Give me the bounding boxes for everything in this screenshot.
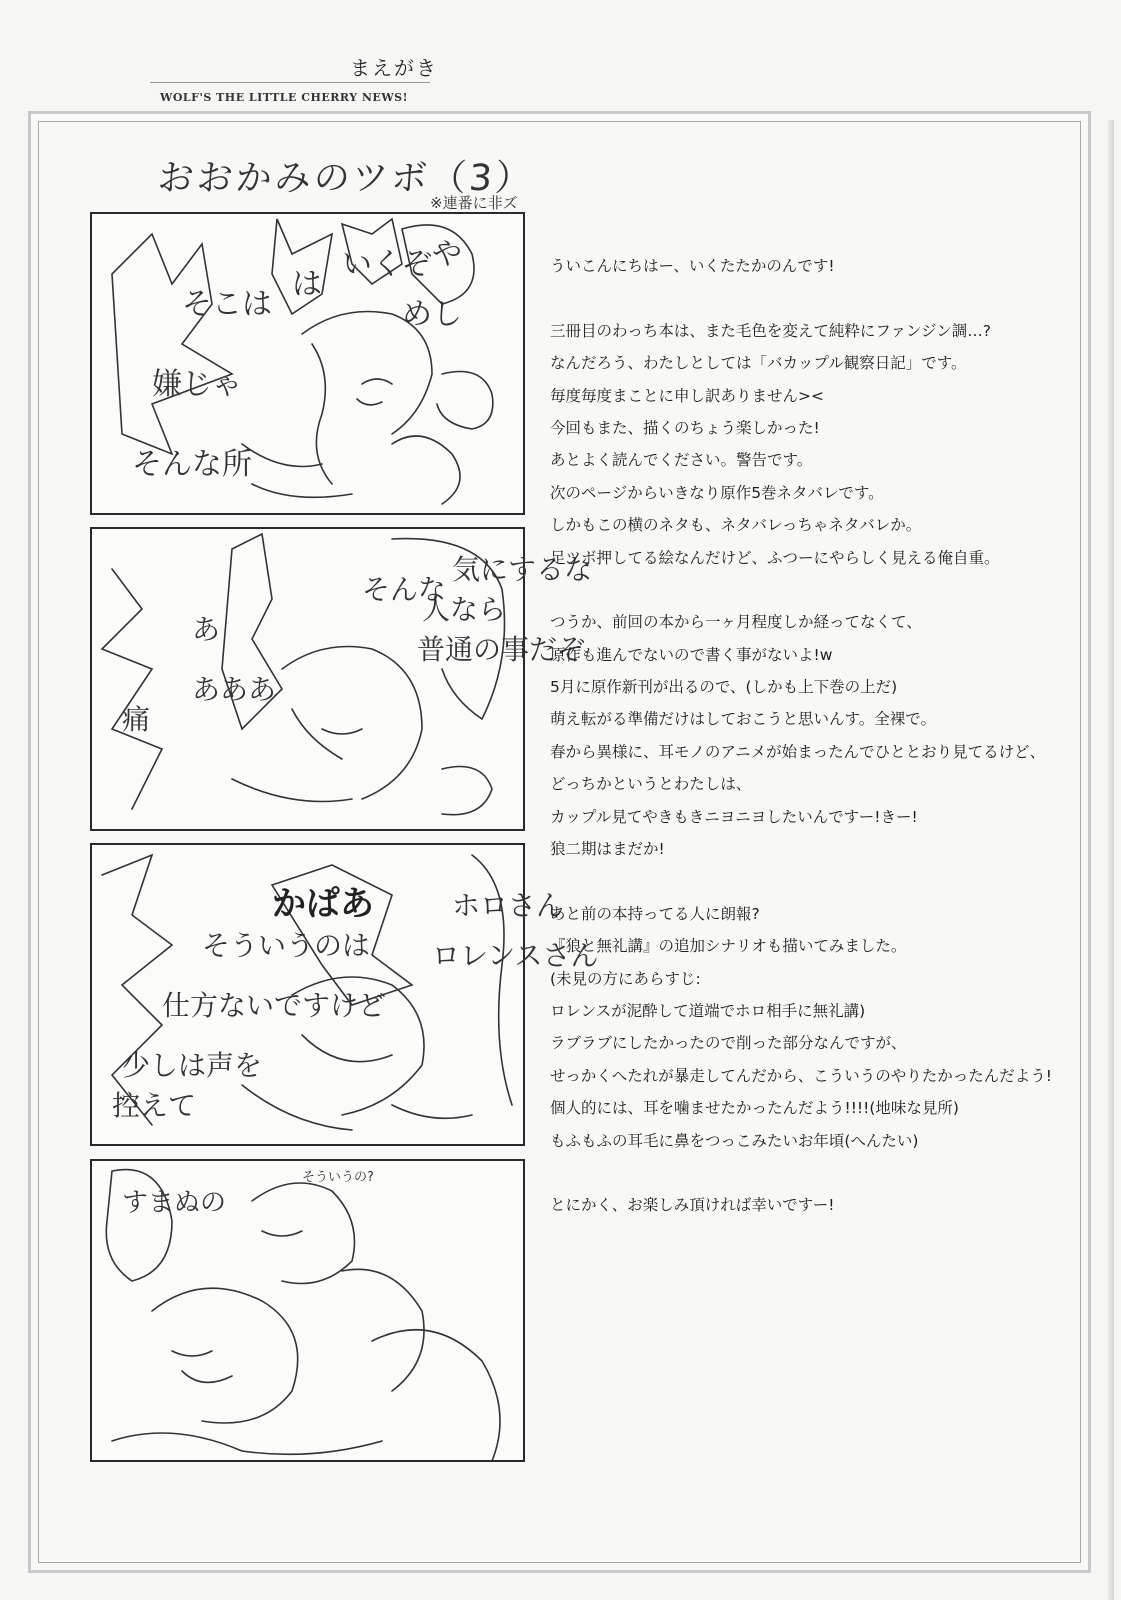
text-line: せっかくへたれが暴走してんだから、こういうのやりたかったんだよう! — [550, 1066, 1052, 1085]
comic-panel-2 — [90, 527, 593, 831]
right-page-fold — [1108, 120, 1114, 1600]
text-line: 毎度毎度まことに申し訳ありません>< — [550, 386, 824, 405]
svg-text:仕方ないですけど: 仕方ないですけど — [162, 989, 387, 1022]
svg-text:ロレンスさん: ロレンスさん — [432, 939, 599, 972]
svg-text:ホロさん: ホロさん — [452, 889, 565, 922]
svg-text:普通の事だぞ: 普通の事だぞ — [417, 633, 586, 666]
afterword-text — [550, 250, 1070, 1222]
comic-panel-1 — [90, 212, 525, 515]
svg-text:気にするな: 気にするな — [452, 553, 593, 586]
comic-panel-3 — [90, 843, 599, 1146]
panel-1-artwork — [92, 214, 527, 517]
header-subtitle: WOLF'S THE LITTLE CHERRY NEWS! — [160, 91, 408, 104]
svg-text:すまぬの: すまぬの — [122, 1188, 227, 1218]
svg-text:人なら: 人なら — [422, 593, 507, 626]
text-line: ういこんにちはー、いくたたかのんです! — [550, 257, 835, 275]
svg-text:痛: 痛 — [122, 703, 151, 736]
manga-note: ※連番に非ズ — [430, 194, 518, 212]
text-line: 今回もまた、描くのちょう楽しかった! — [550, 418, 820, 437]
comic-panel-4 — [90, 1159, 525, 1462]
text-line: カップル見てやきもきニヨニヨしたいんですー!きー! — [550, 807, 918, 826]
text-line: ロレンスが泥酔して道端でホロ相手に無礼講) — [550, 1001, 866, 1020]
text-line: どっちかというとわたしは、 — [550, 775, 752, 794]
svg-text:や: や — [432, 237, 462, 272]
svg-text:そういうの?: そういうの? — [302, 1170, 374, 1185]
header-title: まえがき — [350, 56, 438, 80]
svg-text:あ: あ — [192, 613, 221, 646]
text-line: 個人的には、耳を噛ませたかったんだよう!!!!(地味な見所) — [550, 1099, 959, 1118]
text-line: 三冊目のわっち本は、また毛色を変えて純粋にファンジン調…? — [550, 321, 991, 340]
panel-4-artwork — [92, 1161, 527, 1464]
paragraph-gap — [550, 574, 1070, 606]
text-line: 『狼と無礼講』の追加シナリオも描いてみました。 — [550, 937, 907, 956]
svg-text:そんな: そんな — [362, 573, 447, 606]
text-line: 萌え転がる準備だけはしておこうと思いんす。全裸で。 — [550, 710, 936, 729]
text-line: (未見の方にあらすじ: — [550, 969, 701, 988]
text-line: 原作も進んでないので書く事がないよ!w — [550, 645, 833, 664]
svg-text:少しは声を: 少しは声を — [122, 1049, 263, 1082]
text-line: あとよく読んでください。警告です。 — [550, 451, 813, 470]
svg-text:あああ: あああ — [192, 673, 277, 706]
svg-text:そんな所: そんな所 — [132, 447, 252, 482]
text-line: しかもこの横のネタも、ネタバレっちゃネタバレか。 — [550, 516, 922, 535]
paragraph-gap — [550, 865, 1070, 897]
text-line: 足ツボ押してる絵なんだけど、ふつーにやらしく見える俺自重。 — [550, 548, 1000, 567]
text-line: なんだろう、わたしとしては「バカップル観察日記」です。 — [550, 354, 967, 373]
manga-title: おおかみのツボ（3） — [156, 158, 536, 199]
svg-text:かぱあ: かぱあ — [272, 884, 374, 924]
header-rule — [150, 82, 430, 83]
panel-3-artwork — [92, 845, 599, 1148]
text-line: 次のページからいきなり原作5巻ネタバレです。 — [550, 483, 884, 502]
text-line: 5月に原作新刊が出るので、(しかも上下巻の上だ) — [550, 678, 898, 697]
svg-text:そういうのは: そういうのは — [202, 929, 371, 962]
paragraph-gap — [550, 282, 1070, 314]
panel-2-artwork — [92, 529, 593, 833]
text-line: 春から異様に、耳モノのアニメが始まったんでひととおり見てるけど、 — [550, 742, 1046, 761]
svg-text:は: は — [292, 267, 322, 302]
text-line: 狼二期はまだか! — [550, 840, 665, 859]
paragraph-gap — [550, 1157, 1070, 1189]
text-line: ラブラブにしたかったので削った部分なんですが、 — [550, 1034, 907, 1053]
svg-text:そこは: そこは — [182, 287, 272, 322]
text-line: とにかく、お楽しみ頂ければ幸いですー! — [550, 1196, 835, 1215]
svg-text:めし: めし — [402, 297, 462, 332]
text-line: あと前の本持ってる人に朗報? — [550, 904, 760, 923]
svg-text:控えて: 控えて — [112, 1089, 197, 1122]
text-line: もふもふの耳毛に鼻をつっこみたいお年頃(へんたい) — [550, 1131, 919, 1150]
svg-text:嫌じゃ: 嫌じゃ — [152, 367, 242, 402]
svg-text:いくぞ: いくぞ — [342, 247, 432, 282]
text-line: つうか、前回の本から一ヶ月程度しか経ってなくて、 — [550, 613, 922, 632]
